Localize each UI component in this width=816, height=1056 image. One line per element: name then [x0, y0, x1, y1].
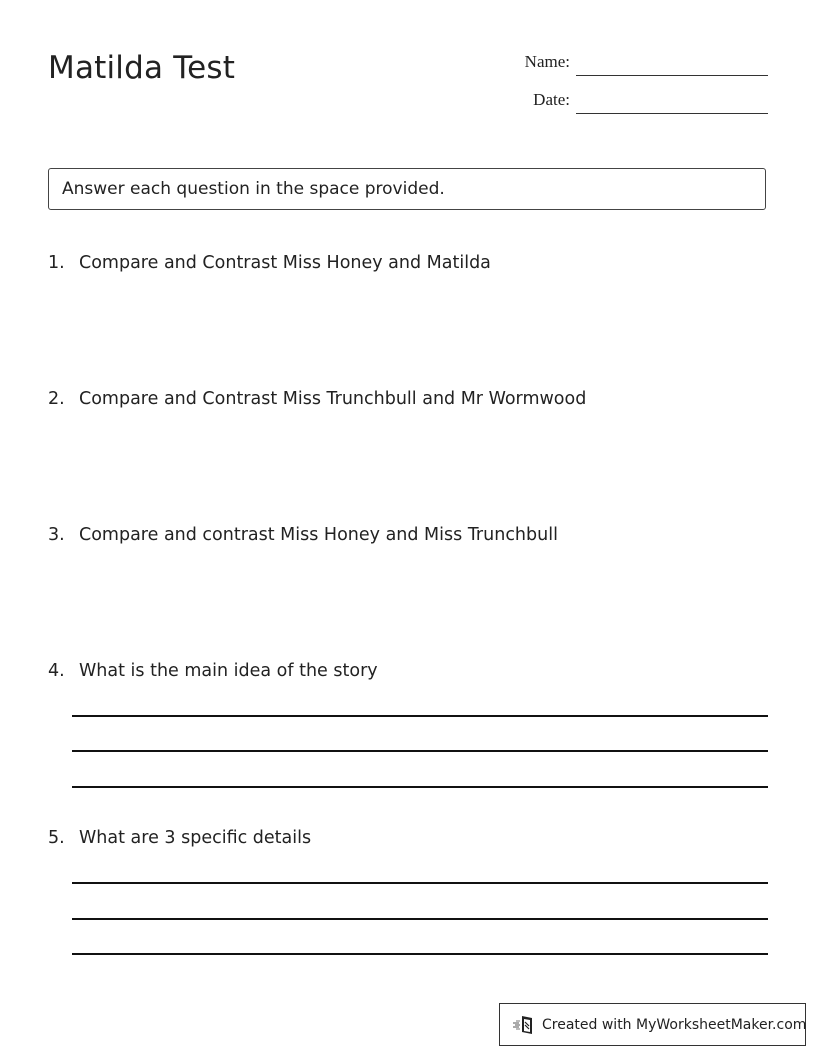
answer-line-q5-1[interactable]	[72, 882, 768, 884]
question-number: 5.	[48, 828, 65, 848]
date-field	[500, 90, 768, 114]
question-text: Compare and Contrast Miss Trunchbull and Mr Wormwood	[79, 389, 587, 409]
question-number: 1.	[48, 253, 65, 273]
question-3	[48, 524, 558, 546]
date-input-line[interactable]	[576, 113, 768, 114]
footer-text: Created with MyWorksheetMaker.com	[542, 1016, 807, 1033]
question-text: What are 3 specific details	[79, 828, 312, 848]
answer-line-q5-3[interactable]	[72, 953, 768, 955]
instructions-text: Answer each question in the space provided.	[62, 179, 445, 199]
question-1	[48, 252, 491, 274]
question-text: Compare and Contrast Miss Honey and Matilda	[79, 253, 491, 273]
name-field	[500, 52, 768, 76]
name-label: Name:	[524, 52, 570, 71]
instructions-box	[48, 168, 766, 210]
question-number: 2.	[48, 389, 65, 409]
answer-line-q4-1[interactable]	[72, 715, 768, 717]
footer-badge	[499, 1003, 806, 1046]
answer-line-q4-3[interactable]	[72, 786, 768, 788]
answer-line-q4-2[interactable]	[72, 750, 768, 752]
question-text: What is the main idea of the story	[79, 661, 378, 681]
question-text: Compare and contrast Miss Honey and Miss Trunchbull	[79, 525, 558, 545]
question-number: 4.	[48, 661, 65, 681]
question-4	[48, 660, 378, 682]
worksheet-maker-logo-icon	[512, 1014, 536, 1036]
question-2	[48, 388, 586, 410]
question-5	[48, 827, 311, 849]
answer-line-q5-2[interactable]	[72, 918, 768, 920]
name-input-line[interactable]	[576, 75, 768, 76]
date-label: Date:	[533, 90, 570, 109]
question-number: 3.	[48, 525, 65, 545]
page-title: Matilda Test	[48, 50, 236, 86]
